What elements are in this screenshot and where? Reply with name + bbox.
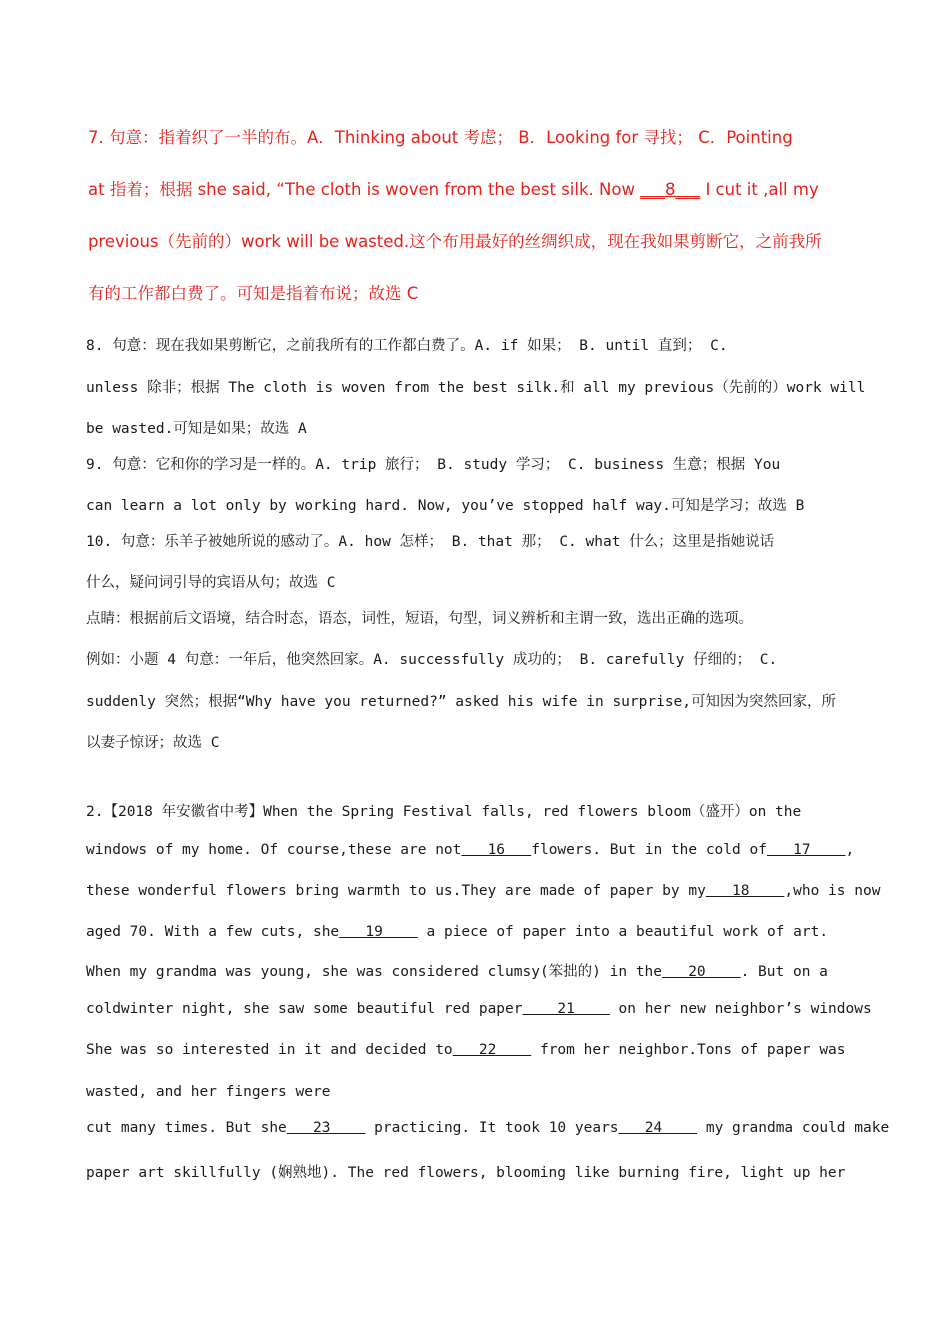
- q9-line-1: 9. 句意：它和你的学习是一样的。A. trip 旅行； B. study 学习； C. business 生意；根据 You: [86, 457, 781, 473]
- blank-16: 16: [461, 842, 532, 858]
- passage-line-10: paper art skillfully (娴熟地). The red flowers, blooming like burning fire, light up her: [86, 1165, 846, 1181]
- blank-18: 18: [705, 883, 785, 899]
- q7-line-4: 有的工作都白费了。可知是指着布说；故选 C: [88, 284, 419, 303]
- passage-line-1: 2.【2018 年安徽省中考】When the Spring Festival falls, red flowers bloom（盛开）on the: [86, 804, 802, 820]
- answer-analysis-q7: [88, 112, 878, 320]
- tip-line-4: 以妻子惊讶；故选 C: [86, 735, 220, 751]
- q10-line-2: 什么，疑问词引导的宾语从句；故选 C: [86, 575, 336, 591]
- blank-20: 20: [662, 964, 741, 980]
- q7-line-3: previous（先前的）work will be wasted.这个布用最好的丝绸织成，现在我如果剪断它，之前我所: [88, 232, 822, 251]
- passage-line-8: wasted, and her fingers were: [86, 1084, 331, 1100]
- passage-line-5: When my grandma was young, she was considered clumsy(笨拙的) in the 20 . But on a: [86, 964, 828, 980]
- q8-line-2: unless 除非；根据 The cloth is woven from the best silk.和 all my previous（先前的）work will: [86, 380, 866, 396]
- blank-24: 24: [618, 1120, 698, 1136]
- q7-line-1: 7. 句意：指着织了一半的布。A．Thinking about 考虑； B．Looking for 寻找； C．Pointing: [88, 128, 793, 147]
- q8-line-1: 8. 句意：现在我如果剪断它，之前我所有的工作都白费了。A. if 如果； B. until 直到； C.: [86, 338, 728, 354]
- passage-line-2: windows of my home. Of course,these are not 16 flowers. But in the cold of 17 ,: [86, 842, 855, 858]
- blank-23: 23: [286, 1120, 366, 1136]
- q7-line-2: at 指着；根据 she said, “The cloth is woven from the best silk. Now ___8___ I cut it ,all my: [88, 180, 819, 199]
- passage-line-6: coldwinter night, she saw some beautiful red paper 21 on her new neighbor’s windows: [86, 1001, 872, 1017]
- blank-22: 22: [452, 1042, 532, 1058]
- passage-line-4: aged 70. With a few cuts, she 19 a piece of paper into a beautiful work of art.: [86, 924, 829, 940]
- q9-line-2: can learn a lot only by working hard. Now, you’ve stopped half way.可知是学习；故选 B: [86, 498, 805, 514]
- passage-line-7: She was so interested in it and decided to 22 from her neighbor.Tons of paper was: [86, 1042, 846, 1058]
- passage-line-9: cut many times. But she 23 practicing. It took 10 years 24 my grandma could make: [86, 1120, 890, 1136]
- tip-line-2: 例如：小题 4 句意：一年后，他突然回家。A. successfully 成功的； B. carefully 仔细的； C.: [86, 652, 778, 668]
- tip-line-3: suddenly 突然；根据“Why have you returned?” asked his wife in surprise,可知因为突然回家，所: [86, 694, 837, 710]
- blank-8: ___8___: [640, 180, 701, 199]
- tip-line-1: 点睛：根据前后文语境，结合时态，语态，词性，短语，句型，词义辨析和主谓一致，选出正确的选项。: [86, 611, 753, 627]
- blank-21: 21: [522, 1001, 610, 1017]
- q8-line-3: be wasted.可知是如果；故选 A: [86, 421, 307, 437]
- q10-line-1: 10. 句意：乐羊子被她所说的感动了。A. how 怎样； B. that 那； C. what 什么；这里是指她说话: [86, 534, 775, 550]
- blank-17: 17: [766, 842, 846, 858]
- blank-19: 19: [339, 924, 418, 940]
- passage-line-3: these wonderful flowers bring warmth to us.They are made of paper by my 18 ,who is now: [86, 883, 881, 899]
